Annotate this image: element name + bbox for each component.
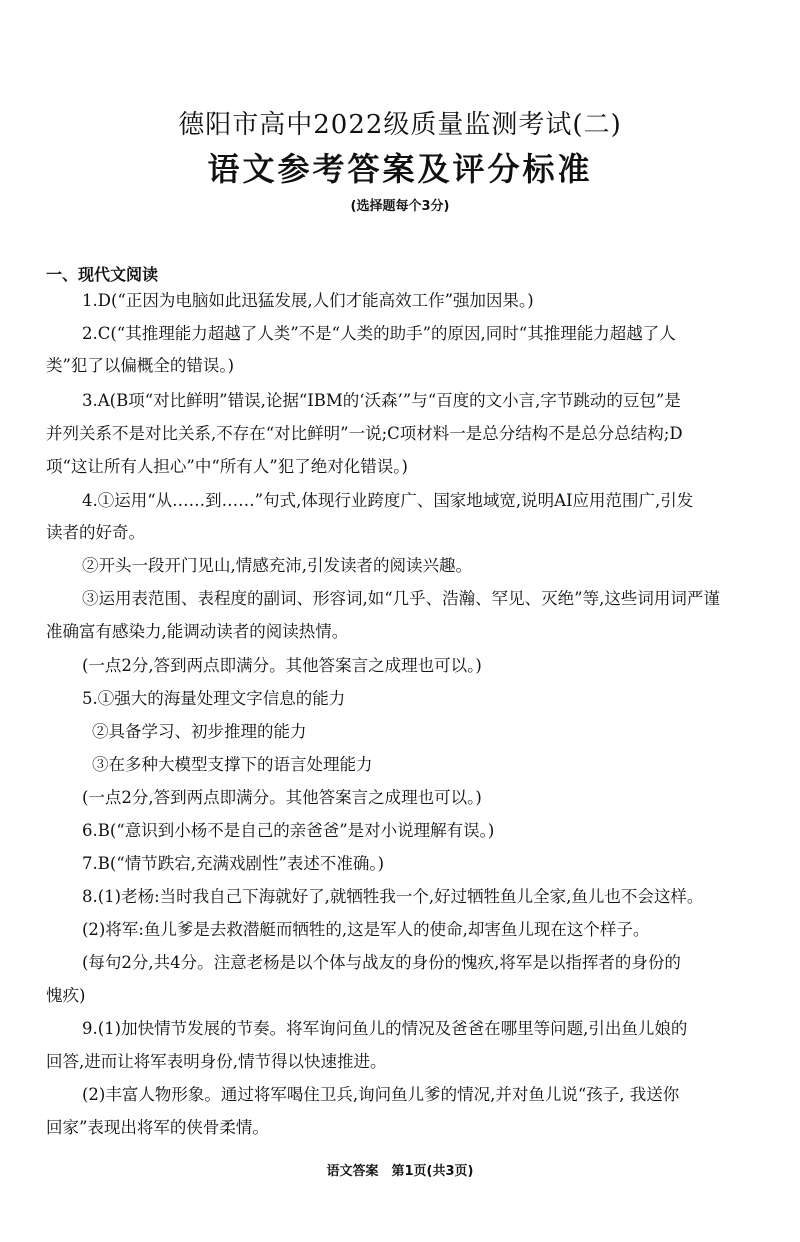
answer-line-q9-point2: (2)丰富人物形象。通过将军喝住卫兵,询问鱼儿爹的情况,并对鱼儿说“孩子, 我送你 — [82, 1085, 680, 1104]
answer-line-q6: 6.B(“意识到小杨不是自己的亲爸爸”是对小说理解有误。) — [82, 821, 495, 840]
scoring-note: (选择题每个3分) — [350, 199, 450, 214]
section-heading: 一、现代文阅读 — [46, 265, 159, 284]
answer-line-q5-point3: ③在多种大模型支撑下的语言处理能力 — [92, 755, 373, 774]
answer-line-q4-scoring: (一点2分,答到两点即满分。其他答案言之成理也可以。) — [82, 656, 482, 675]
answer-line-q8-point2: (2)将军:鱼儿爹是去救潜艇而牺牲的,这是军人的使命,却害鱼儿现在这个样子。 — [82, 920, 650, 939]
answer-line-q9-cont: 回答,进而让将军表明身份,情节得以快速推进。 — [46, 1052, 387, 1071]
answer-line-q3-cont: 并列关系不是对比关系,不存在“对比鲜明”一说;C项材料一是总分结构不是总分总结构;D — [46, 424, 683, 443]
answer-line-q1: 1.D(“正因为电脑如此迅猛发展,人们才能高效工作”强加因果。) — [82, 291, 534, 310]
answer-line-q7: 7.B(“情节跌宕,充满戏剧性”表述不准确。) — [82, 854, 385, 873]
answer-line-q2-cont: 类”犯了以偏概全的错误。) — [46, 356, 235, 375]
exam-title: 德阳市高中2022级质量监测考试(二) — [178, 110, 622, 140]
document-subtitle: 语文参考答案及评分标准 — [207, 150, 593, 188]
answer-line-q9: 9.(1)加快情节发展的节奏。将军询问鱼儿的情况及爸爸在哪里等问题,引出鱼儿娘的 — [82, 1019, 688, 1038]
answer-line-q2: 2.C(“其推理能力超越了人类”不是“人类的助手”的原因,同时“其推理能力超越了人 — [82, 324, 676, 343]
answer-line-q5-scoring: (一点2分,答到两点即满分。其他答案言之成理也可以。) — [82, 788, 482, 807]
answer-line-q8: 8.(1)老杨:当时我自己下海就好了,就牺牲我一个,好过牺牲鱼儿全家,鱼儿也不会这样。 — [82, 887, 704, 906]
answer-line-q5: 5.①强大的海量处理文字信息的能力 — [82, 689, 346, 708]
answer-line-q4-point3: ③运用表范围、表程度的副词、形容词,如“几乎、浩瀚、罕见、灭绝”等,这些词用词严谨 — [82, 589, 720, 608]
answer-line-q4-cont: 准确富有感染力,能调动读者的阅读热情。 — [46, 622, 349, 641]
answer-line-q8-scoring: (每句2分,共4分。注意老杨是以个体与战友的身份的愧疚,将军是以指挥者的身份的 — [82, 953, 681, 972]
answer-line-q4-point2: ②开头一段开门见山,情感充沛,引发读者的阅读兴趣。 — [82, 556, 472, 575]
answer-line-q4-cont: 读者的好奇。 — [46, 523, 145, 542]
answer-line-q5-point2: ②具备学习、初步推理的能力 — [92, 722, 307, 741]
answer-line-q3-cont: 项“这让所有人担心”中“所有人”犯了绝对化错误。) — [46, 457, 408, 476]
answer-line-q8-cont: 愧疚) — [46, 986, 86, 1005]
answer-line-q3: 3.A(B项“对比鲜明”错误,论据“IBM的‘沃森’”与“百度的文小言,字节跳动的豆包”是 — [82, 391, 681, 410]
page-footer: 语文答案 第1页(共3页) — [326, 1164, 474, 1179]
answer-line-q4: 4.①运用“从……到……”句式,体现行业跨度广、国家地域宽,说明AI应用范围广,引发 — [82, 491, 694, 510]
answer-line-q9-cont: 回家”表现出将军的侠骨柔情。 — [46, 1118, 269, 1137]
